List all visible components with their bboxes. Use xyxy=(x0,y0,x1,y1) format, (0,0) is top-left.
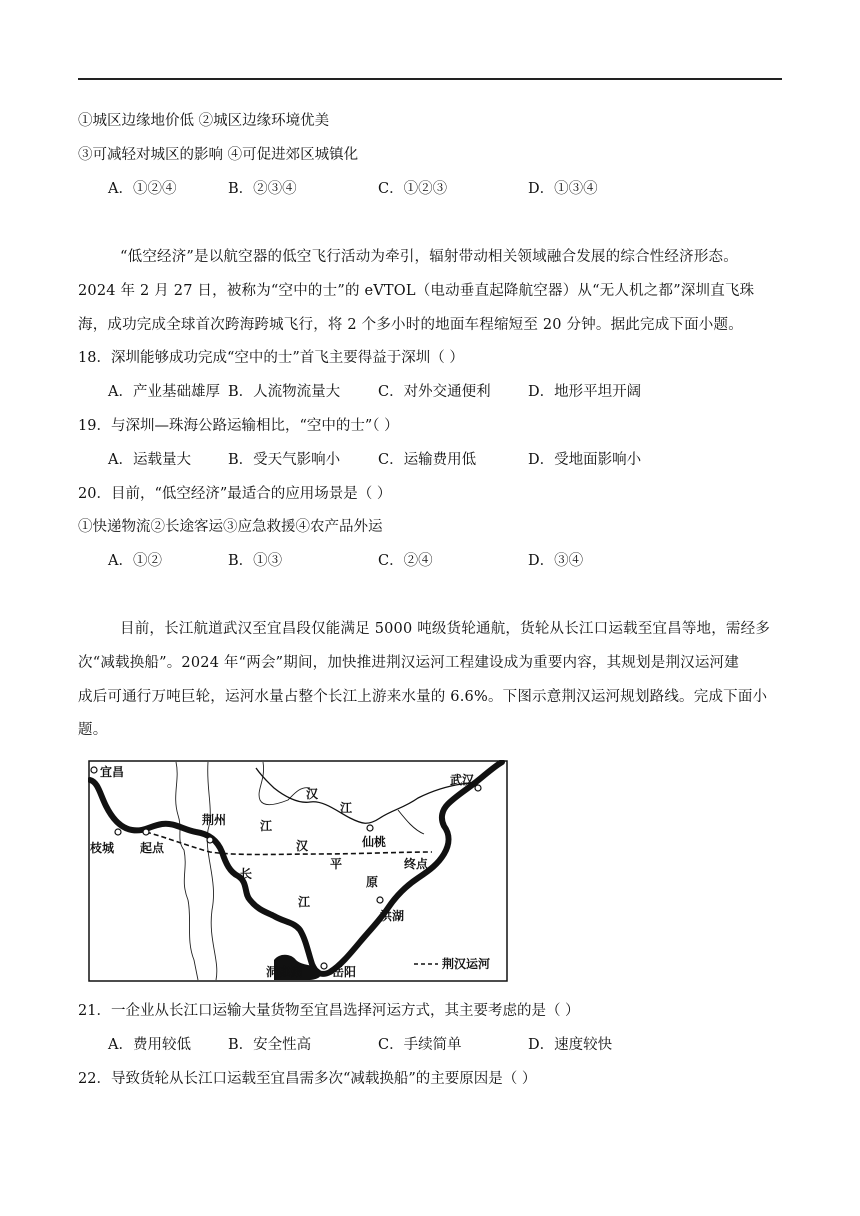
q21-option-b[interactable]: B．安全性高 xyxy=(228,1037,312,1053)
q21-option-c[interactable]: C．手续简单 xyxy=(378,1037,462,1053)
passage1-line1: “低空经济”是以航空器的低空飞行活动为牵引，辐射带动相关领域融合发展的综合性经济形态。 xyxy=(120,249,738,265)
passage2-line3: 成后可通行万吨巨轮，运河水量占整个长江上游来水量的 6.6%。下图示意荆汉运河规划路线。完成下面小 xyxy=(78,689,768,705)
q20-statements: ①快递物流②长途客运③应急救援④农产品外运 xyxy=(78,519,383,535)
label-wuhan: 武汉 xyxy=(450,773,475,787)
q20-option-c[interactable]: C．②④ xyxy=(378,553,433,569)
q19-stem: 19．与深圳—珠海公路运输相比，“空中的士”（ ） xyxy=(78,418,399,434)
label-yichang: 宜昌 xyxy=(100,765,125,779)
yichang-marker xyxy=(91,767,97,773)
label-yueyang: 岳阳 xyxy=(332,965,357,979)
jinghan-canal-map xyxy=(88,760,508,982)
map-frame xyxy=(89,761,507,981)
passage2-line2: 次“减载换船”。2024 年“两会”期间，加快推进荆汉运河工程建设成为重要内容，其规划是荆汉运河建 xyxy=(78,655,739,671)
passage1-line2: 2024 年 2 月 27 日，被称为“空中的士”的 eVTOL（电动垂直起降航空器）从“无人机之都”深圳直飞珠 xyxy=(78,283,755,299)
q19-option-c[interactable]: C．运输费用低 xyxy=(378,452,477,468)
wuhan-marker xyxy=(475,785,481,791)
xiantao-marker xyxy=(367,825,373,831)
label-han-river-char2: 江 xyxy=(340,801,353,815)
q17-option-b[interactable]: B．②③④ xyxy=(228,181,297,197)
label-plain-char2: 汉 xyxy=(296,839,309,853)
passage1-line3: 海，成功完成全球首次跨海跨城飞行，将 2 个多小时的地面车程缩短至 20 分钟。据此完成下面小题。 xyxy=(78,317,743,333)
label-plain-char1: 江 xyxy=(260,819,273,833)
label-honghu: 洪湖 xyxy=(380,909,405,923)
label-yangtze-char1: 长 xyxy=(240,867,253,881)
label-xiantao: 仙桃 xyxy=(362,835,387,849)
q20-option-a[interactable]: A．①② xyxy=(108,553,162,569)
q20-stem: 20．目前，“低空经济”最适合的应用场景是（ ） xyxy=(78,486,392,502)
label-plain-char4: 原 xyxy=(366,875,379,889)
q21-stem: 21．一企业从长江口运输大量货物至宜昌选择河运方式，其主要考虑的是（ ） xyxy=(78,1003,580,1019)
honghu-marker xyxy=(377,897,383,903)
label-han-river-char1: 汉 xyxy=(306,787,319,801)
q18-option-a[interactable]: A．产业基础雄厚 xyxy=(108,384,220,400)
q20-option-b[interactable]: B．①③ xyxy=(228,553,283,569)
label-jingzhou: 荆州 xyxy=(202,813,227,827)
label-dongtinghu: 洞庭湖 xyxy=(266,965,303,979)
q21-option-d[interactable]: D．速度较快 xyxy=(528,1037,613,1053)
q22-stem: 22．导致货轮从长江口运载至宜昌需多次“减载换船”的主要原因是（ ） xyxy=(78,1071,537,1087)
q20-option-d[interactable]: D．③④ xyxy=(528,553,584,569)
q21-option-a[interactable]: A．费用较低 xyxy=(108,1037,191,1053)
q17-statements-line1: ①城区边缘地价低 ②城区边缘环境优美 xyxy=(78,113,330,129)
jingzhou-marker xyxy=(207,837,213,843)
start-point-marker xyxy=(143,829,149,835)
q18-option-d[interactable]: D．地形平坦开阔 xyxy=(528,384,642,400)
passage2-line1: 目前，长江航道武汉至宜昌段仅能满足 5000 吨级货轮通航，货轮从长江口运载至宜昌等地，需经多 xyxy=(120,621,771,637)
legend-label: 荆汉运河 xyxy=(442,957,491,971)
passage2-line4: 题。 xyxy=(78,722,108,738)
q17-statements-line2: ③可减轻对城区的影响 ④可促进郊区城镇化 xyxy=(78,147,359,163)
q19-option-a[interactable]: A．运载量大 xyxy=(108,452,191,468)
q18-option-b[interactable]: B．人流物流量大 xyxy=(228,384,341,400)
label-yangtze-char2: 江 xyxy=(298,895,311,909)
label-zhicheng: 枝城 xyxy=(90,841,115,855)
q17-option-a[interactable]: A．①②④ xyxy=(108,181,177,197)
header-rule xyxy=(78,78,782,80)
q17-option-d[interactable]: D．①③④ xyxy=(528,181,598,197)
q17-option-c[interactable]: C．①②③ xyxy=(378,181,448,197)
yueyang-marker xyxy=(321,963,327,969)
label-end: 终点 xyxy=(404,857,429,871)
q18-stem: 18．深圳能够成功完成“空中的士”首飞主要得益于深圳（ ） xyxy=(78,350,464,366)
zhicheng-marker xyxy=(115,829,121,835)
label-plain-char3: 平 xyxy=(330,857,343,871)
label-start: 起点 xyxy=(140,841,165,855)
q19-option-b[interactable]: B．受天气影响小 xyxy=(228,452,341,468)
q18-option-c[interactable]: C．对外交通便利 xyxy=(378,384,491,400)
q19-option-d[interactable]: D．受地面影响小 xyxy=(528,452,642,468)
